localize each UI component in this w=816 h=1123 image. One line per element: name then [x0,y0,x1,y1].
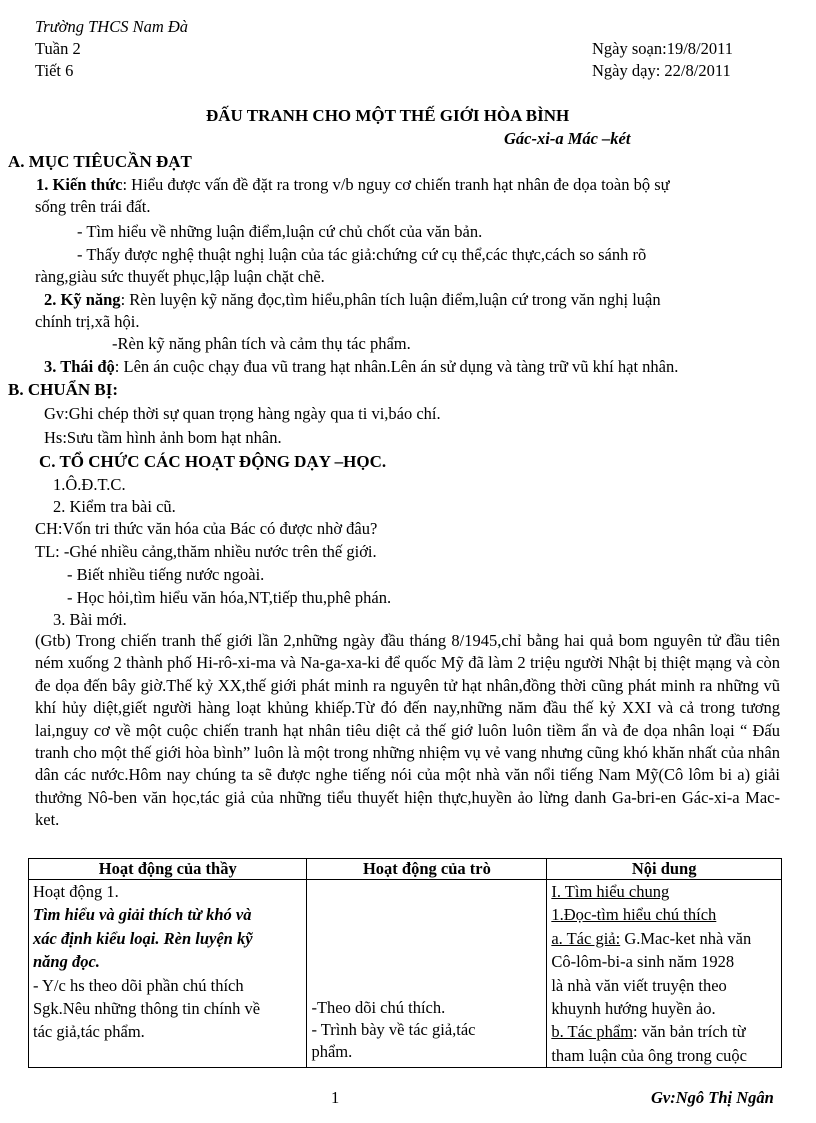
knowledge-line-2: sống trên trái đất. [35,197,151,216]
student-step-3: phẩm. [311,1042,353,1062]
attitude-line [44,356,678,378]
author-info-line-2: Cô-lôm-bi-a sinh năm 1928 [551,952,735,972]
student-step-2: - Trình bày về tác giả,tác [311,1020,476,1040]
lesson-activity-table [28,858,782,1068]
task-line-2: xác định kiểu loại. Rèn luyện kỹ [33,928,253,948]
lesson-title: ĐẤU TRANH CHO MỘT THẾ GIỚI HÒA BÌNH [206,106,570,125]
task-line-1: Tìm hiểu và giải thích từ khó và [33,905,252,925]
activity-label: Hoạt động 1. [33,882,119,901]
header-content: Nội dung [547,859,782,880]
skill-line-1 [44,289,661,311]
teacher-activity-cell [29,880,307,1068]
author-info-line-3: là nhà văn viết truyện theo [551,975,727,995]
skill-text: : Rèn luyện kỹ năng đọc,tìm hiểu,phân tích luận điểm,luận cứ trong văn nghị luận [120,290,661,309]
content-heading-2: 1.Đọc-tìm hiểu chú thích [551,905,717,925]
author-name: Gác-xi-a Mác –két [504,129,631,148]
table-header-row [29,859,782,880]
knowledge-bullet-2-line-1: - Thấy được nghệ thuật nghị luận của tác giả:chứng cứ cụ thể,các thực,cách so sánh rõ [77,245,647,264]
answer-2: - Biết nhiều tiếng nước ngoài. [67,565,265,584]
section-b-heading: B. CHUẨN BỊ: [8,380,119,399]
page-number: 1 [331,1088,340,1107]
author-info-label: a. Tác giả: [551,928,621,948]
week-label: Tuần 2 [35,39,81,58]
knowledge-line-1 [36,174,670,196]
author-info-line-4: khuynh hướng huyền ảo. [551,999,716,1019]
work-info-label: b. Tác phẩm [551,1022,634,1042]
work-info-line-1 [551,1020,777,1043]
task-line-3: năng đọc. [33,952,100,972]
student-activity-cell [307,880,547,1068]
request-line-1: - Y/c hs theo dõi phần chú thích [33,975,244,995]
attitude-label: 3. Thái độ [44,357,115,376]
request-line-2: Sgk.Nêu những thông tin chính về [33,999,261,1019]
request-line-3: tác giả,tác phẩm. [33,1022,145,1042]
step-3: 3. Bài mới. [53,610,127,629]
teach-date: Ngày dạy: 22/8/2011 [592,61,731,80]
author-info-line-1 [551,927,777,950]
review-question: CH:Vốn tri thức văn hóa của Bác có được nhờ đâu? [35,519,378,538]
school-name: Trường THCS Nam Đà [35,17,189,36]
knowledge-bullet-1: - Tìm hiểu về những luận điểm,luận cứ chủ chốt của văn bản. [77,222,483,241]
lesson-intro-paragraph: (Gtb) Trong chiến tranh thế giới lần 2,những ngày đầu tháng 8/1945,chỉ bằng hai quả bom nguyên tử đầu tiên ném xuống 2 thành phố Hi-rô-xi-ma và Na-ga-xa-ki để quốc Mỹ đã làm 2 triệu người Nhật bị thiệt mạng và còn đe dọa đến bây giờ.Thế kỷ XX,thế giới phát minh ra nguyên tử hạt nhân,đồng thời cũng phát minh ra những vũ khí hủy diệt,giết người hàng loạt khủng khiếp.Từ đó đến nay,những năm đầu thế kỷ XXI và cả trong tương lai,nguy cơ về một cuộc chiến tranh hạt nhân tiêu diệt cả thế giớ luôn luôn tiềm ẩn và đe dọa nhân loại “ Đấu tranh cho một thế giới hòa bình” luôn là một trong những nhiệm vụ vẻ vang nhưng cũng khó khăn nhất của nhân dân các nước.Hôm nay chúng ta sẽ được nghe tiếng nói của một nhà văn nổi tiếng Nam Mỹ(Cô lôm bi a) giải thưởng Nô-ben văn học,tác giả của những tiểu thuyết hiện thực,huyền ảo lừng danh Ga-bri-en Gác-xi-a Mac-ket. [35,631,780,830]
table-row [29,880,782,1068]
skill-bullet-1: -Rèn kỹ năng phân tích và cảm thụ tác phẩm. [112,334,411,353]
section-c-heading: C. TỔ CHỨC CÁC HOẠT ĐỘNG DẠY –HỌC. [39,452,387,471]
step-2: 2. Kiểm tra bài cũ. [53,497,176,516]
author-info-text: G.Mac-ket nhà văn [620,928,752,948]
header-teacher-activity: Hoạt động của thầy [29,859,307,880]
skill-label: 2. Kỹ năng [44,290,121,309]
teacher-signature: Gv:Ngô Thị Ngân [651,1088,774,1107]
knowledge-text: : Hiểu được vấn đề đặt ra trong v/b nguy cơ chiến tranh hạt nhân đe dọa toàn bộ sự [122,175,670,194]
knowledge-label: 1. Kiến thức [36,175,123,194]
knowledge-bullet-2-line-2: ràng,giàu sức thuyết phục,lập luận chặt chẽ. [35,267,325,286]
student-step-1: -Theo dõi chú thích. [311,998,446,1018]
attitude-text: : Lên án cuộc chạy đua vũ trang hạt nhân.Lên án sử dụng và tàng trữ vũ khí hạt nhân. [114,357,679,376]
answer-3: - Học hỏi,tìm hiểu văn hóa,NT,tiếp thu,phê phán. [67,588,392,607]
prep-teacher: Gv:Ghi chép thời sự quan trọng hàng ngày qua ti vi,báo chí. [44,404,441,423]
work-info-line-2: tham luận của ông trong cuộc [551,1045,747,1065]
step-1: 1.Ô.Đ.T.C. [53,475,126,494]
content-cell [547,880,782,1068]
answer-1: TL: -Ghé nhiều cảng,thăm nhiều nước trên thế giới. [35,542,377,561]
section-a-heading: A. MỤC TIÊUCẦN ĐẠT [8,152,192,171]
header-student-activity: Hoạt động của trò [307,859,547,880]
content-heading-1: I. Tìm hiểu chung [551,882,670,901]
skill-line-2: chính trị,xã hội. [35,312,140,331]
prep-date: Ngày soạn:19/8/2011 [592,39,733,58]
period-label: Tiết 6 [35,61,74,80]
work-info-text: : văn bản trích từ [633,1022,746,1042]
prep-student: Hs:Sưu tầm hình ảnh bom hạt nhân. [44,428,282,447]
